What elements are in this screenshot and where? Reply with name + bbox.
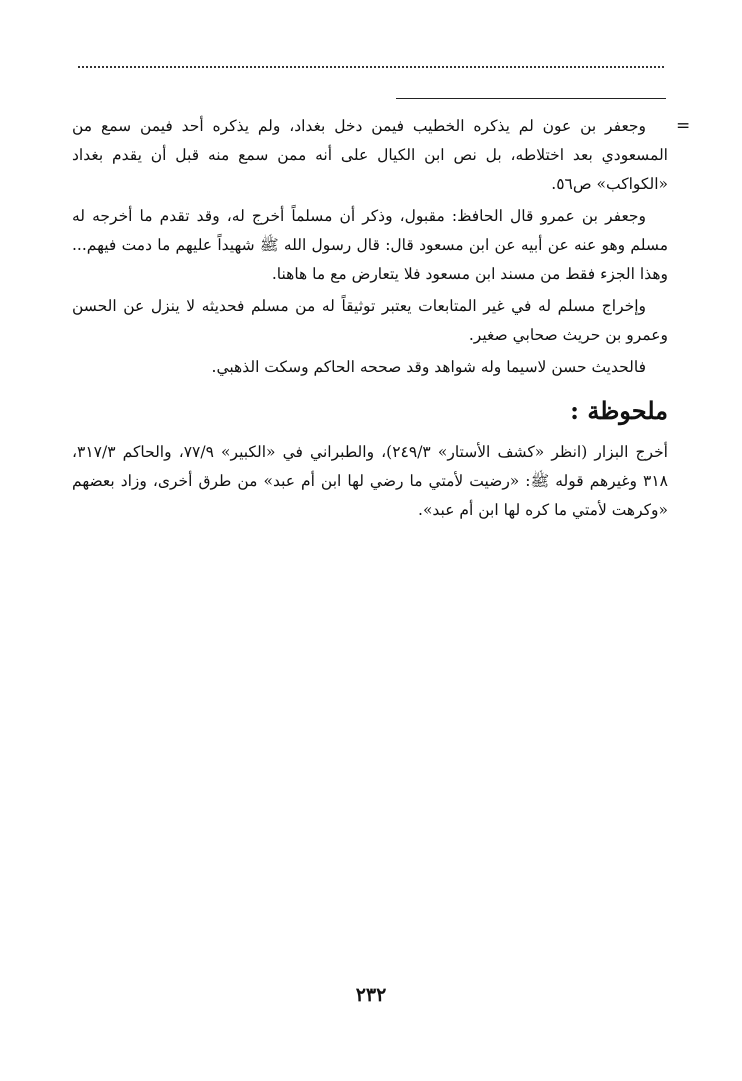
top-dotted-rule xyxy=(78,66,664,68)
note-text: أخرج البزار (انظر «كشف الأستار» ٢٤٩/٣)، والطبراني في «الكبير» ٧٧/٩، والحاكم ٣١٧/٣، ٣١٨ وغيرهم قوله ﷺ: «رضيت لأمتي ما رضي لها ابن أم عبد» من طرق أخرى، وزاد بعضهم «وكرهت لأمتي ما كره لها ابن أم عبد». xyxy=(72,443,668,519)
footnote-separator xyxy=(396,98,666,99)
paragraph-verdict: فالحديث حسن لاسيما وله شواهد وقد صححه الحاكم وسكت الذهبي. xyxy=(211,358,646,376)
continuation-mark: = xyxy=(676,116,691,136)
page-body xyxy=(72,112,668,528)
paragraph-muslim-narration: وإخراج مسلم له في غير المتابعات يعتبر توثيقاً له من مسلم فحديثه لا ينزل عن الحسن وعمرو بن حريث صحابي صغير. xyxy=(72,297,668,344)
note-heading: ملحوظة : xyxy=(570,396,668,425)
page-number: ٢٣٢ xyxy=(355,984,387,1006)
paragraph-jafar-ibn-awn: وجعفر بن عون لم يذكره الخطيب فيمن دخل بغداد، ولم يذكره أحد فيمن سمع من المسعودي بعد اختلاطه، بل نص ابن الكيال على أنه ممن سمع منه قبل أن يقدم بغداد «الكواكب» ص٥٦. xyxy=(72,117,668,193)
paragraph-jafar-ibn-amr: وجعفر بن عمرو قال الحافظ: مقبول، وذكر أن مسلماً أخرج له، وقد تقدم ما أخرجه له مسلم وهو عنه عن أبيه عن ابن مسعود قال: قال رسول الله ﷺ شهيداً عليهم ما دمت فيهم... وهذا الجزء فقط من مسند ابن مسعود فلا يتعارض مع ما هاهنا. xyxy=(72,207,668,283)
